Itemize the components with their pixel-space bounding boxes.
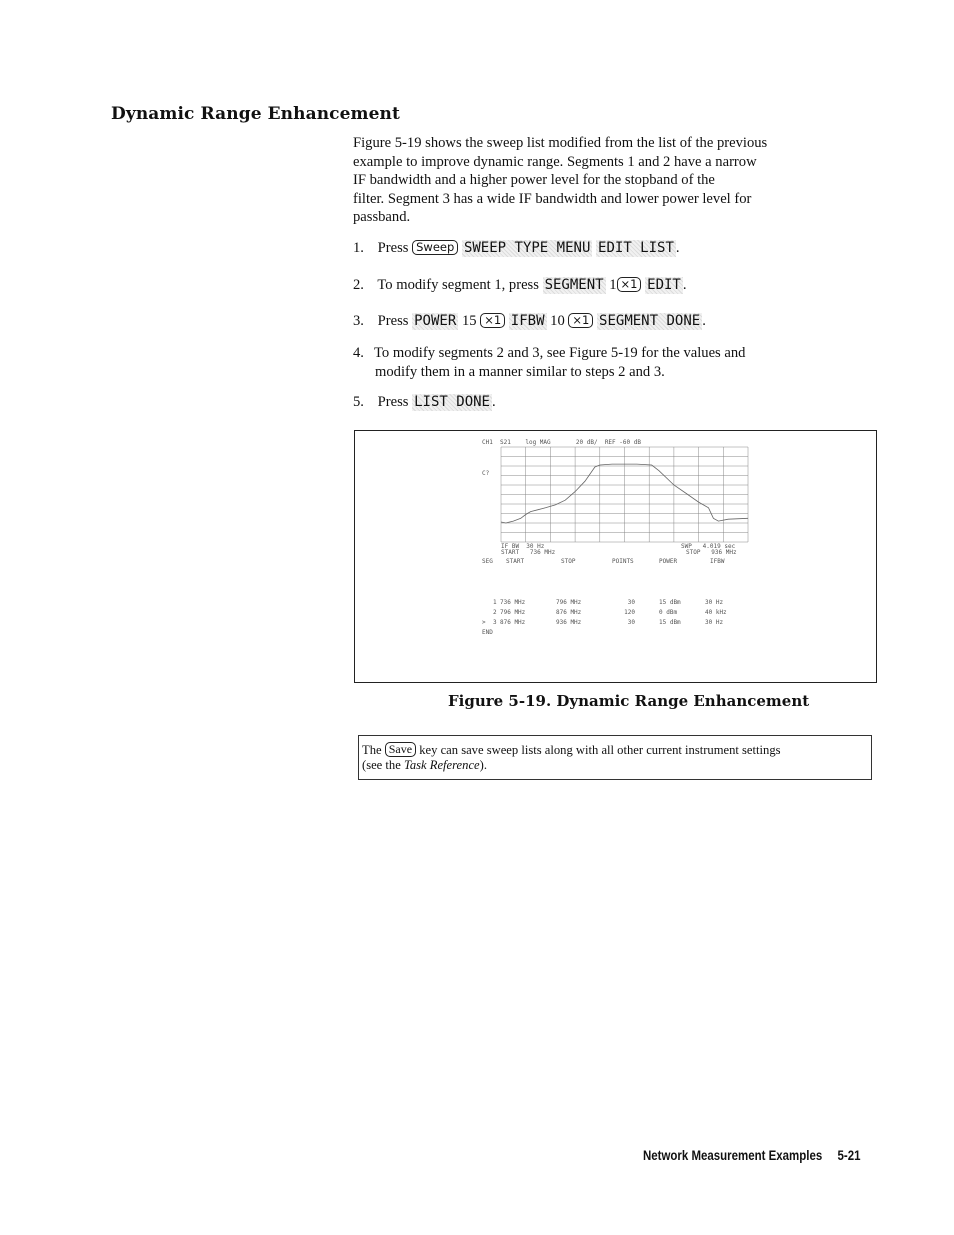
intro-paragraph [353, 134, 883, 227]
step-text: To modify segments 2 and 3, see Figure 5-19 for the values and [374, 345, 746, 361]
table-row [493, 609, 727, 616]
power-softkey[interactable]: POWER [414, 313, 457, 329]
col-header-power: POWER [659, 558, 678, 565]
intro-line: example to improve dynamic range. Segments 1 and 2 have a narrow [353, 153, 757, 170]
cell-seg: 2 [493, 609, 497, 616]
section-title: Dynamic Range Enhancement [111, 104, 400, 124]
x1-hardkey[interactable]: ×1 [480, 313, 505, 328]
segment-done-softkey[interactable]: SEGMENT DONE [599, 313, 701, 329]
cell-seg: 1 [493, 599, 497, 606]
intro-line: passband. [353, 209, 411, 226]
segment-softkey[interactable]: SEGMENT [544, 277, 604, 293]
table-row [493, 599, 723, 606]
step-number: 4. [353, 345, 364, 361]
figure-caption: Figure 5-19. Dynamic Range Enhancement [448, 692, 810, 710]
sweep-time-readout: SWP 4.019 sec [681, 543, 736, 550]
cell-stop: 936 MHz [556, 619, 582, 626]
col-header-points: POINTS [612, 558, 634, 565]
step-value: 1 [609, 277, 617, 293]
page-footer [643, 1148, 860, 1163]
cell-power: 15 dBm [659, 599, 681, 606]
cell-points: 120 [624, 609, 635, 616]
x1-hardkey[interactable]: ×1 [568, 313, 593, 328]
edit-list-softkey[interactable]: EDIT LIST [598, 240, 674, 256]
start-readout: START 736 MHz [501, 549, 556, 556]
step-4 [353, 344, 873, 382]
stop-readout: STOP 936 MHz [686, 549, 737, 556]
cell-stop: 876 MHz [556, 609, 582, 616]
step-number: 2. [353, 277, 364, 293]
col-header-stop: STOP [561, 558, 576, 565]
col-header-seg: SEG [482, 558, 493, 565]
table-row [482, 619, 723, 626]
note-box: The Save key can save sweep lists along with all other current instrument settings (see the Task Reference). [358, 735, 872, 780]
ifbw-readout: IF BW 30 Hz [501, 543, 545, 550]
list-done-softkey[interactable]: LIST DONE [414, 394, 490, 410]
cell-power: 0 dBm [659, 609, 678, 616]
step-5: 5. Press LIST DONE . [353, 394, 496, 410]
cell-seg: 3 [493, 619, 497, 626]
graticule [501, 447, 748, 542]
cell-points: 30 [627, 619, 635, 626]
step-text-continued: modify them in a manner similar to steps 2 and 3. [375, 364, 665, 380]
cell-start: 876 MHz [500, 619, 526, 626]
list-end-label: END [482, 629, 493, 636]
step-value: 10 [550, 313, 565, 329]
cell-points: 30 [627, 599, 635, 606]
sweep-hardkey[interactable]: Sweep [412, 240, 458, 255]
edit-softkey[interactable]: EDIT [647, 277, 681, 293]
cell-stop: 796 MHz [556, 599, 582, 606]
step-text: To modify segment 1, press [377, 277, 539, 293]
cell-marker: > [482, 619, 486, 626]
cell-start: 736 MHz [500, 599, 526, 606]
step-number: 1. [353, 240, 364, 256]
cell-power: 15 dBm [659, 619, 681, 626]
intro-line: filter. Segment 3 has a wide IF bandwidth and lower power level for [353, 190, 752, 207]
cell-ifbw: 30 Hz [705, 599, 724, 606]
step-number: 5. [353, 394, 364, 410]
step-3: 3. Press POWER 15 ×1 IFBW 10 ×1 SEGMENT DONE . [353, 313, 706, 329]
cell-ifbw: 40 kHz [705, 609, 727, 616]
cell-start: 796 MHz [500, 609, 526, 616]
step-number: 3. [353, 313, 364, 329]
task-reference-title: Task Reference [403, 758, 480, 772]
footer-section: Network Measurement Examples [643, 1148, 823, 1163]
ifbw-softkey[interactable]: IFBW [510, 313, 545, 329]
correction-indicator: C? [482, 470, 490, 477]
col-header-ifbw: IFBW [710, 558, 725, 565]
figure-5-19-screen [354, 430, 877, 683]
col-header-start: START [506, 558, 525, 565]
x1-hardkey[interactable]: ×1 [617, 277, 642, 292]
intro-line: IF bandwidth and a higher power level for the stopband of the [353, 172, 715, 189]
analyzer-display [355, 431, 878, 684]
step-text: Press [377, 313, 409, 329]
save-hardkey[interactable]: Save [385, 742, 416, 757]
step-text: Press [377, 240, 409, 256]
intro-line: Figure 5-19 shows the sweep list modified from the list of the previous [353, 135, 768, 151]
step-value: 15 [461, 313, 477, 329]
step-1: 1. Press Sweep SWEEP TYPE MENU EDIT LIST . [353, 240, 680, 256]
step-text: Press [377, 394, 409, 410]
sweep-type-menu-softkey[interactable]: SWEEP TYPE MENU [463, 240, 591, 256]
step-2: 2. To modify segment 1, press SEGMENT 1 ×1 EDIT . [353, 277, 687, 293]
page-number: 5-21 [837, 1148, 861, 1163]
cell-ifbw: 30 Hz [705, 619, 724, 626]
display-header: CH1 S21 log MAG 20 dB/ REF -60 dB [482, 439, 641, 446]
